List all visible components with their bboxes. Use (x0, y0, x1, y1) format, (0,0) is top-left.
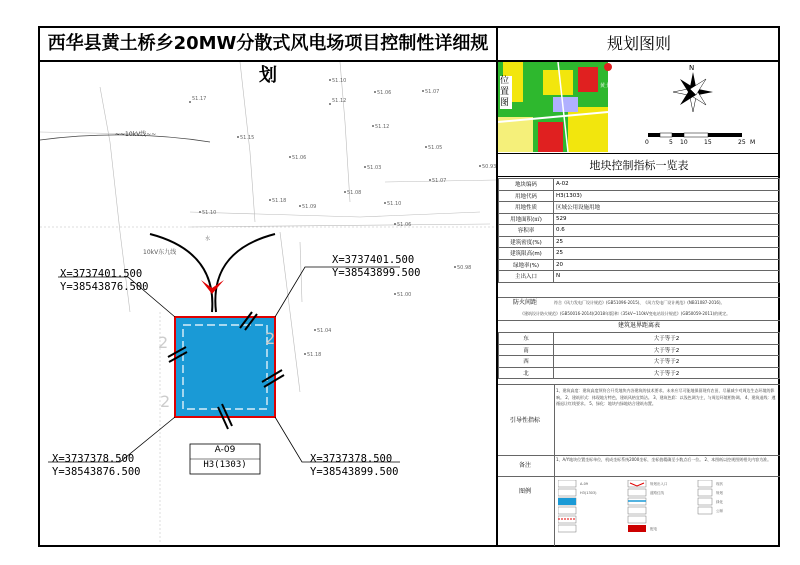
scale-10: 10 (680, 139, 688, 146)
elevation-label: 51.12 (332, 98, 347, 104)
scale-bar (648, 133, 742, 137)
fire-label: 防火间距 (512, 299, 537, 306)
elevation-label: 51.09 (302, 204, 317, 210)
panel-title: 规划图则 (606, 34, 671, 53)
legend-item: 绿化 (716, 500, 723, 504)
setback-value: 大于等于2 (554, 344, 780, 356)
setback-direction: 东 (499, 333, 554, 345)
legend-item: 公厕 (716, 509, 723, 513)
index-value: 20 (554, 259, 780, 271)
coord-sw: X=3737378.500 Y=38543876.500 (52, 453, 141, 478)
legend-item: 规划出入口 (650, 482, 668, 486)
plot-map (40, 62, 496, 545)
setback-number: 2 (158, 333, 169, 352)
elevation-label: 51.08 (347, 190, 362, 196)
elevation-label: 51.10 (202, 210, 217, 216)
guide-text: 1、建筑高度：建筑高度须符合开发地块内各建筑的技术要求。未来应尽可能地保留现有农田，尽量减少对周边生态环境的影响。 2、建筑形式：体现地方特色，建筑风格宜简洁。 3、建筑色彩：以浅色调为主，与周边环境相协调。 4、建筑退线：遵循退让红线要求。 5、绿化：地块内绿地结合建筑布置。 (556, 388, 776, 406)
elevation-label: 51.12 (375, 124, 390, 130)
index-label: 用地代码 (499, 190, 554, 202)
scale-0: 0 (645, 139, 649, 146)
guide-label: 引导性指标 (509, 417, 540, 424)
index-value: H3(1303) (554, 190, 780, 202)
setback-value: 大于等于2 (554, 367, 780, 379)
fire-text: 符合《风力发电厂设计规范》(GB51096-2015)、《风力发电厂设计规范》(NB31087-2016)。 (554, 300, 725, 305)
index-table (498, 178, 780, 283)
index-row (499, 271, 780, 283)
index-value: 0.6 (554, 225, 780, 237)
fire-text-2: 《建筑设计防火规范》(GB50016-2014)(2018年版)和《35kV~110kV变电站设计规范》(GB50059-2011)的规定。 (520, 311, 731, 316)
index-value: 25 (554, 248, 780, 260)
elevation-label: 51.04 (317, 328, 332, 334)
access-road-right (215, 234, 275, 312)
legend-section (498, 476, 780, 546)
elevation-label: 51.07 (425, 89, 440, 95)
index-label: 建筑密度(%) (499, 236, 554, 248)
setback-row (499, 356, 780, 368)
setback-number: 2 (265, 329, 276, 348)
town-label: 黄土桥乡 (600, 83, 621, 89)
plot-boundary[interactable] (175, 317, 275, 417)
index-table-title: 地块控制指标一览表 (498, 155, 780, 177)
legend-item: H3(1303) (580, 491, 597, 495)
elevation-label: 51.18 (307, 352, 322, 358)
elevation-label: 50.98 (457, 265, 472, 271)
elevation-label: 50.93 (482, 164, 496, 170)
index-value: N (554, 271, 780, 283)
elevation-label: 51.06 (292, 155, 307, 161)
coord-ne: X=3737401.500 Y=38543899.500 (332, 254, 421, 279)
index-row (499, 179, 780, 191)
coord-se: X=3737378.500 Y=38543899.500 (310, 453, 399, 478)
elevation-label: 51.00 (397, 292, 412, 298)
setback-direction: 南 (499, 344, 554, 356)
elevation-label: 51.15 (240, 135, 255, 141)
index-row (499, 236, 780, 248)
coord-nw: X=3737401.500 Y=38543876.500 (60, 268, 149, 293)
index-value: 529 (554, 213, 780, 225)
water-label: 水 (205, 236, 211, 242)
note-label: 备注 (518, 462, 531, 469)
access-road-left (150, 234, 212, 312)
index-row (499, 213, 780, 225)
road-label: 10kV东九线 (143, 249, 177, 256)
index-label: 用地性质 (499, 202, 554, 214)
elevation-label: 51.05 (428, 145, 443, 151)
elevation-label: 51.18 (272, 198, 287, 204)
index-value: 25 (554, 236, 780, 248)
elevation-label: 51.06 (397, 222, 412, 228)
elevation-label: 51.03 (367, 165, 382, 171)
setback-number: 2 (160, 392, 171, 411)
index-label: 绿地率(%) (499, 259, 554, 271)
legend-item: 道路红线 (650, 491, 664, 495)
index-row (499, 248, 780, 260)
index-value: 区域公用设施用地 (554, 202, 780, 214)
location-label: 位置图 (500, 76, 512, 109)
index-row (499, 225, 780, 237)
scale-5: 5 (669, 139, 673, 146)
scale-unit: M (750, 139, 756, 146)
legend-item: 配电 (650, 527, 657, 531)
legend-item: 规划 (716, 491, 723, 495)
elevation-label: 51.07 (432, 178, 447, 184)
index-value: A-02 (554, 179, 780, 191)
document-title: 西华县黄土桥乡20MW分散式风电场项目控制性详细规划 (47, 33, 489, 86)
scale-15: 15 (704, 139, 712, 146)
setback-direction: 北 (499, 367, 554, 379)
setback-title: 建筑退界距离表 (498, 320, 780, 333)
setback-row (499, 333, 780, 345)
index-row (499, 202, 780, 214)
note-text: 1、A/Y地块位置坐标单位，机成坐标系统2000坐标，坐标值精确至小数点后一位。 2、本图纸以控规图则相关内容为准。 (556, 457, 772, 462)
scale-25: 25 (738, 139, 746, 146)
plot-code: A-09 (214, 445, 236, 455)
index-row (499, 259, 780, 271)
legend-label: 图例 (518, 488, 531, 495)
elevation-label: 51.10 (332, 78, 347, 84)
fire-section (498, 297, 780, 321)
guide-section (498, 384, 780, 456)
elevation-label: 51.10 (387, 201, 402, 207)
legend-item: A-09 (580, 482, 589, 486)
legend-item: 现状 (716, 482, 723, 486)
note-section (498, 454, 780, 477)
setback-value: 大于等于2 (554, 356, 780, 368)
elevation-label: 51.06 (377, 90, 392, 96)
setback-row (499, 344, 780, 356)
index-label: 建筑限高(m) (499, 248, 554, 260)
road-label-top: ~~10kV线~~ (115, 131, 157, 138)
plot-class: H3(1303) (203, 460, 247, 470)
elevation-label: 51.17 (192, 96, 207, 102)
index-row (499, 190, 780, 202)
north-label: N (689, 64, 695, 72)
north-arrow-icon (673, 72, 713, 112)
index-label: 容积率 (499, 225, 554, 237)
setback-value: 大于等于2 (554, 333, 780, 345)
entrance-arrow-icon (201, 280, 224, 294)
index-label: 用地面积(㎡) (499, 213, 554, 225)
setback-row (499, 367, 780, 379)
index-label: 地块编码 (499, 179, 554, 191)
index-label: 主出入口 (499, 271, 554, 283)
location-panel (498, 62, 780, 154)
setback-direction: 西 (499, 356, 554, 368)
legend-grid (558, 480, 774, 538)
setback-table (498, 332, 780, 379)
